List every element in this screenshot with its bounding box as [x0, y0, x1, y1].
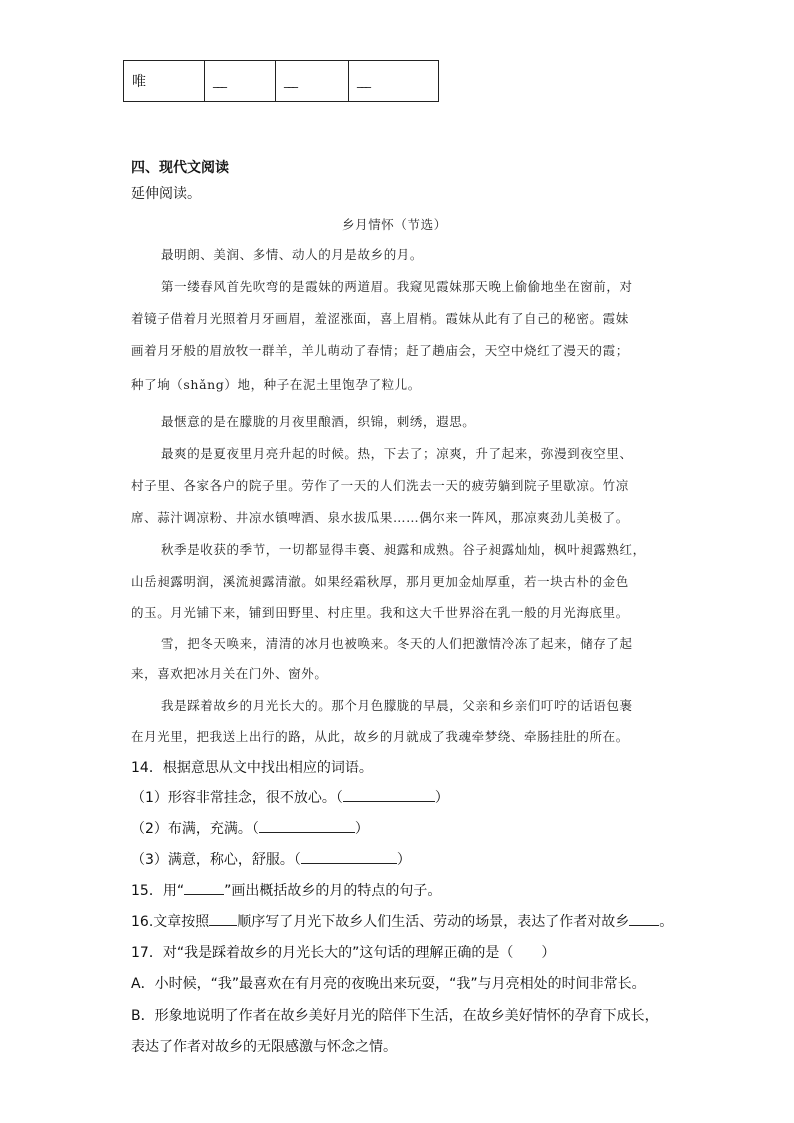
article-line: 第一缕春风首先吹弯的是霞妹的两道眉。我窥见霞妹那天晚上偷偷地坐在窗前，对 — [161, 279, 633, 294]
article-line: 我是踩着故乡的月光长大的。那个月色朦胧的早晨，父亲和乡亲们叮咛的话语包裹 — [161, 698, 633, 713]
article-line: 的玉。月光铺下来，铺到田野里、村庄里。我和这大千世界浴在乳一般的月光海底里。 — [131, 605, 629, 620]
answer-blank[interactable] — [209, 911, 237, 926]
question-text: 16.文章按照 — [131, 914, 210, 930]
blank-line[interactable]: ___ — [357, 74, 369, 88]
answer-blank[interactable] — [343, 787, 435, 802]
article-line: 种了垧（shǎng）地，种子在泥土里饱孕了粒儿。 — [131, 377, 421, 392]
table-cell-blank-2 — [276, 61, 349, 102]
article-line: 最惬意的是在朦胧的月夜里酿酒，织锦，刺绣，遐思。 — [161, 414, 476, 429]
question-14-3 — [131, 849, 411, 869]
question-text: （3）满意，称心，舒服。（ — [131, 852, 301, 868]
close-paren: ） — [396, 852, 411, 868]
table-cell-blank-1 — [205, 61, 276, 102]
article-line: 来，喜欢把冰月关在门外、窗外。 — [131, 666, 328, 681]
blank-line[interactable]: ___ — [213, 74, 225, 88]
article-line: 雪，把冬天唤来，清清的冰月也被唤来。冬天的人们把激情冷冻了起来，储存了起 — [161, 636, 633, 651]
article-line: 席、蒜汁调凉粉、井凉水镇啤酒、泉水拔瓜果……偶尔来一阵风，那凉爽劲儿美极了。 — [131, 510, 629, 525]
answer-blank[interactable] — [184, 880, 224, 895]
answer-blank[interactable] — [629, 911, 659, 926]
article-line: 村子里、各家各户的院子里。劳作了一天的人们洗去一天的疲劳躺到院子里歇凉。竹凉 — [131, 478, 629, 493]
article-line: 在月光里，把我送上出行的路，从此，故乡的月就成了我魂牵梦绕、牵肠挂肚的所在。 — [131, 729, 629, 744]
article-line: 山岳昶露明润，溪流昶露清澈。如果经霜秋厚，那月更加金灿厚重，若一块古朴的金色 — [131, 574, 629, 589]
question-text: （2）布满，充满。（ — [131, 821, 259, 837]
question-16 — [131, 911, 673, 931]
question-text: 15．用“ — [131, 883, 185, 899]
table-cell-char: 唯 — [124, 61, 205, 102]
article-line: 着镜子借着月光照着月牙画眉，羞涩涨面，喜上眉梢。霞妹从此有了自己的秘密。霞妹 — [131, 311, 629, 326]
article-line: 最明朗、美润、多情、动人的月是故乡的月。 — [161, 247, 424, 262]
question-text: （1）形容非常挂念，很不放心。（ — [131, 790, 343, 806]
article-title: 乡月情怀（节选） — [342, 217, 447, 232]
option-b[interactable]: B．形象地说明了作者在故乡美好月光的陪伴下生活，在故乡美好情怀的孕育下成长， — [131, 1008, 659, 1024]
article-line: 画着月牙般的眉放牧一群羊，羊儿萌动了春情；赶了趟庙会，天空中烧红了漫天的霞； — [131, 343, 629, 358]
question-text: 顺序写了月光下故乡人们生活、劳动的场景，表达了作者对故乡 — [237, 914, 630, 930]
close-paren: ） — [354, 821, 369, 837]
question-14: 14．根据意思从文中找出相应的词语。 — [131, 760, 373, 776]
table-cell-blank-3 — [349, 61, 439, 102]
question-14-2 — [131, 818, 369, 838]
option-b-cont: 表达了作者对故乡的无限感激与怀念之情。 — [131, 1039, 397, 1055]
answer-blank[interactable] — [259, 818, 355, 833]
question-text: ”画出概括故乡的月的特点的句子。 — [224, 883, 442, 899]
blank-line[interactable]: ___ — [284, 74, 296, 88]
question-15 — [131, 880, 441, 900]
option-a[interactable]: A．小时候，“我”最喜欢在有月亮的夜晚出来玩耍，“我”与月亮相处的时间非常长。 — [131, 976, 646, 992]
section-title: 四、现代文阅读 — [131, 160, 229, 176]
question-text: 。 — [659, 914, 674, 930]
question-17: 17．对“我是踩着故乡的月光长大的”这句话的理解正确的是（ ） — [131, 945, 556, 961]
article-line: 最爽的是夏夜里月亮升起的时候。热，下去了；凉爽，升了起来，弥漫到夜空里、 — [161, 446, 633, 461]
question-14-1 — [131, 787, 449, 807]
answer-blank[interactable] — [301, 849, 397, 864]
close-paren: ） — [434, 790, 449, 806]
answer-table — [123, 60, 439, 102]
section-instruction: 延伸阅读。 — [131, 186, 201, 202]
table-row — [124, 61, 439, 102]
article-line: 秋季是收获的季节，一切都显得丰裛、昶露和成熟。谷子昶露灿灿，枫叶昶露熟红， — [161, 542, 646, 557]
